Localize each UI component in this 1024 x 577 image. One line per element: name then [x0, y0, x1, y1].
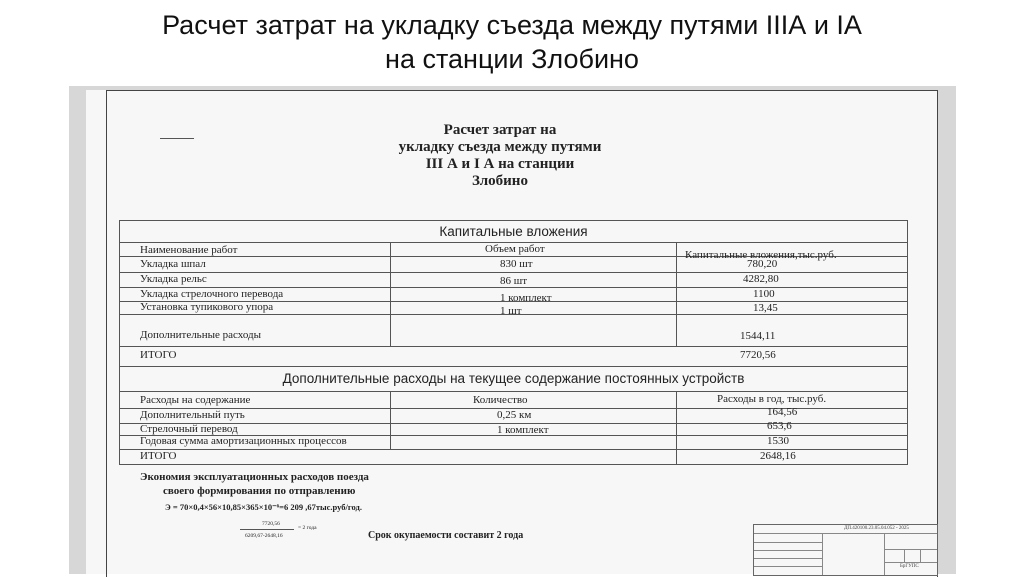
col-header-annual-cost: Расходы в год, тыс.руб.	[717, 393, 827, 405]
payback-text: Срок окупаемости составит 2 года	[368, 530, 524, 541]
document-title-line: Расчет затрат на	[443, 122, 557, 138]
cost-table	[119, 220, 908, 465]
maintenance-row-qty: 1 комплект	[497, 424, 549, 436]
slide-title	[0, 8, 1024, 76]
maintenance-heading: Дополнительные расходы на текущее содержание постоянных устройств	[282, 371, 745, 386]
capital-row-name: Укладка рельс	[140, 273, 207, 285]
slide-title-line1: Расчет затрат на укладку съезда между путями IIIА и IА	[162, 10, 862, 40]
capital-row-cost: 4282,80	[743, 273, 779, 285]
payback-denominator: 6209,67-2648,16	[245, 533, 283, 539]
document-title-line: Злобино	[472, 173, 528, 189]
col-header-maintenance: Расходы на содержание	[140, 394, 251, 406]
capital-row-cost: 1100	[753, 288, 775, 300]
maintenance-total-value: 2648,16	[760, 450, 796, 462]
payback-numerator: 7720,56	[262, 521, 280, 527]
frame-mark	[160, 138, 194, 139]
capital-row-cost: 780,20	[747, 258, 778, 270]
document-title-line: III А и I А на станции	[425, 156, 575, 172]
economy-formula: Э = 70×0,4×56×10,85×365×10⁻⁶=6 209 ,67тыс.руб/год.	[165, 502, 362, 512]
col-header-name: Наименование работ	[140, 244, 238, 256]
maintenance-row-cost: 164,56	[767, 406, 798, 418]
capital-heading: Капитальные вложения	[439, 224, 588, 239]
economy-line-2: своего формирования по отправлению	[163, 485, 356, 497]
fraction-bar	[240, 529, 294, 530]
capital-row-name: Установка тупикового упора	[140, 301, 274, 313]
slide-title-line2: на станции Злобино	[385, 44, 639, 74]
capital-row-name: Дополнительные расходы	[140, 329, 261, 341]
capital-total-value: 7720,56	[740, 349, 776, 361]
document-title	[340, 122, 660, 190]
col-header-qty: Количество	[473, 394, 528, 406]
maintenance-row-cost: 653,6	[767, 420, 792, 432]
capital-row-cost: 13,45	[753, 302, 778, 314]
maintenance-row-name: Дополнительный путь	[140, 409, 245, 421]
col-header-volume: Объем работ	[485, 243, 545, 255]
capital-row-name: Укладка шпал	[140, 258, 206, 270]
col-header-cost: Капитальные вложения,тыс.руб.	[685, 249, 837, 261]
economy-line-1: Экономия эксплуатационных расходов поезда	[140, 471, 369, 483]
stamp-organization: БрГУПС	[900, 564, 919, 569]
capital-row-name: Укладка стрелочного перевода	[140, 288, 284, 300]
maintenance-total-label: ИТОГО	[140, 450, 177, 462]
capital-row-cost: 1544,11	[740, 330, 776, 342]
stamp-code: ДП.420100.23.05.04.052 - 2025	[844, 526, 909, 531]
maintenance-row-name: Годовая сумма амортизационных процессов	[140, 435, 347, 447]
payback-result: = 2 года	[298, 525, 317, 531]
capital-row-volume: 1 шт	[500, 305, 522, 317]
maintenance-row-qty: 0,25 км	[497, 409, 532, 421]
capital-total-label: ИТОГО	[140, 349, 177, 361]
title-block-stamp	[753, 524, 938, 576]
capital-row-volume: 830 шт	[500, 258, 533, 270]
document-title-line: укладку съезда между путями	[398, 139, 602, 155]
maintenance-row-name: Стрелочный перевод	[140, 423, 238, 435]
capital-row-volume: 1 комплект	[500, 292, 552, 304]
maintenance-row-cost: 1530	[767, 435, 789, 447]
capital-row-volume: 86 шт	[500, 275, 528, 287]
